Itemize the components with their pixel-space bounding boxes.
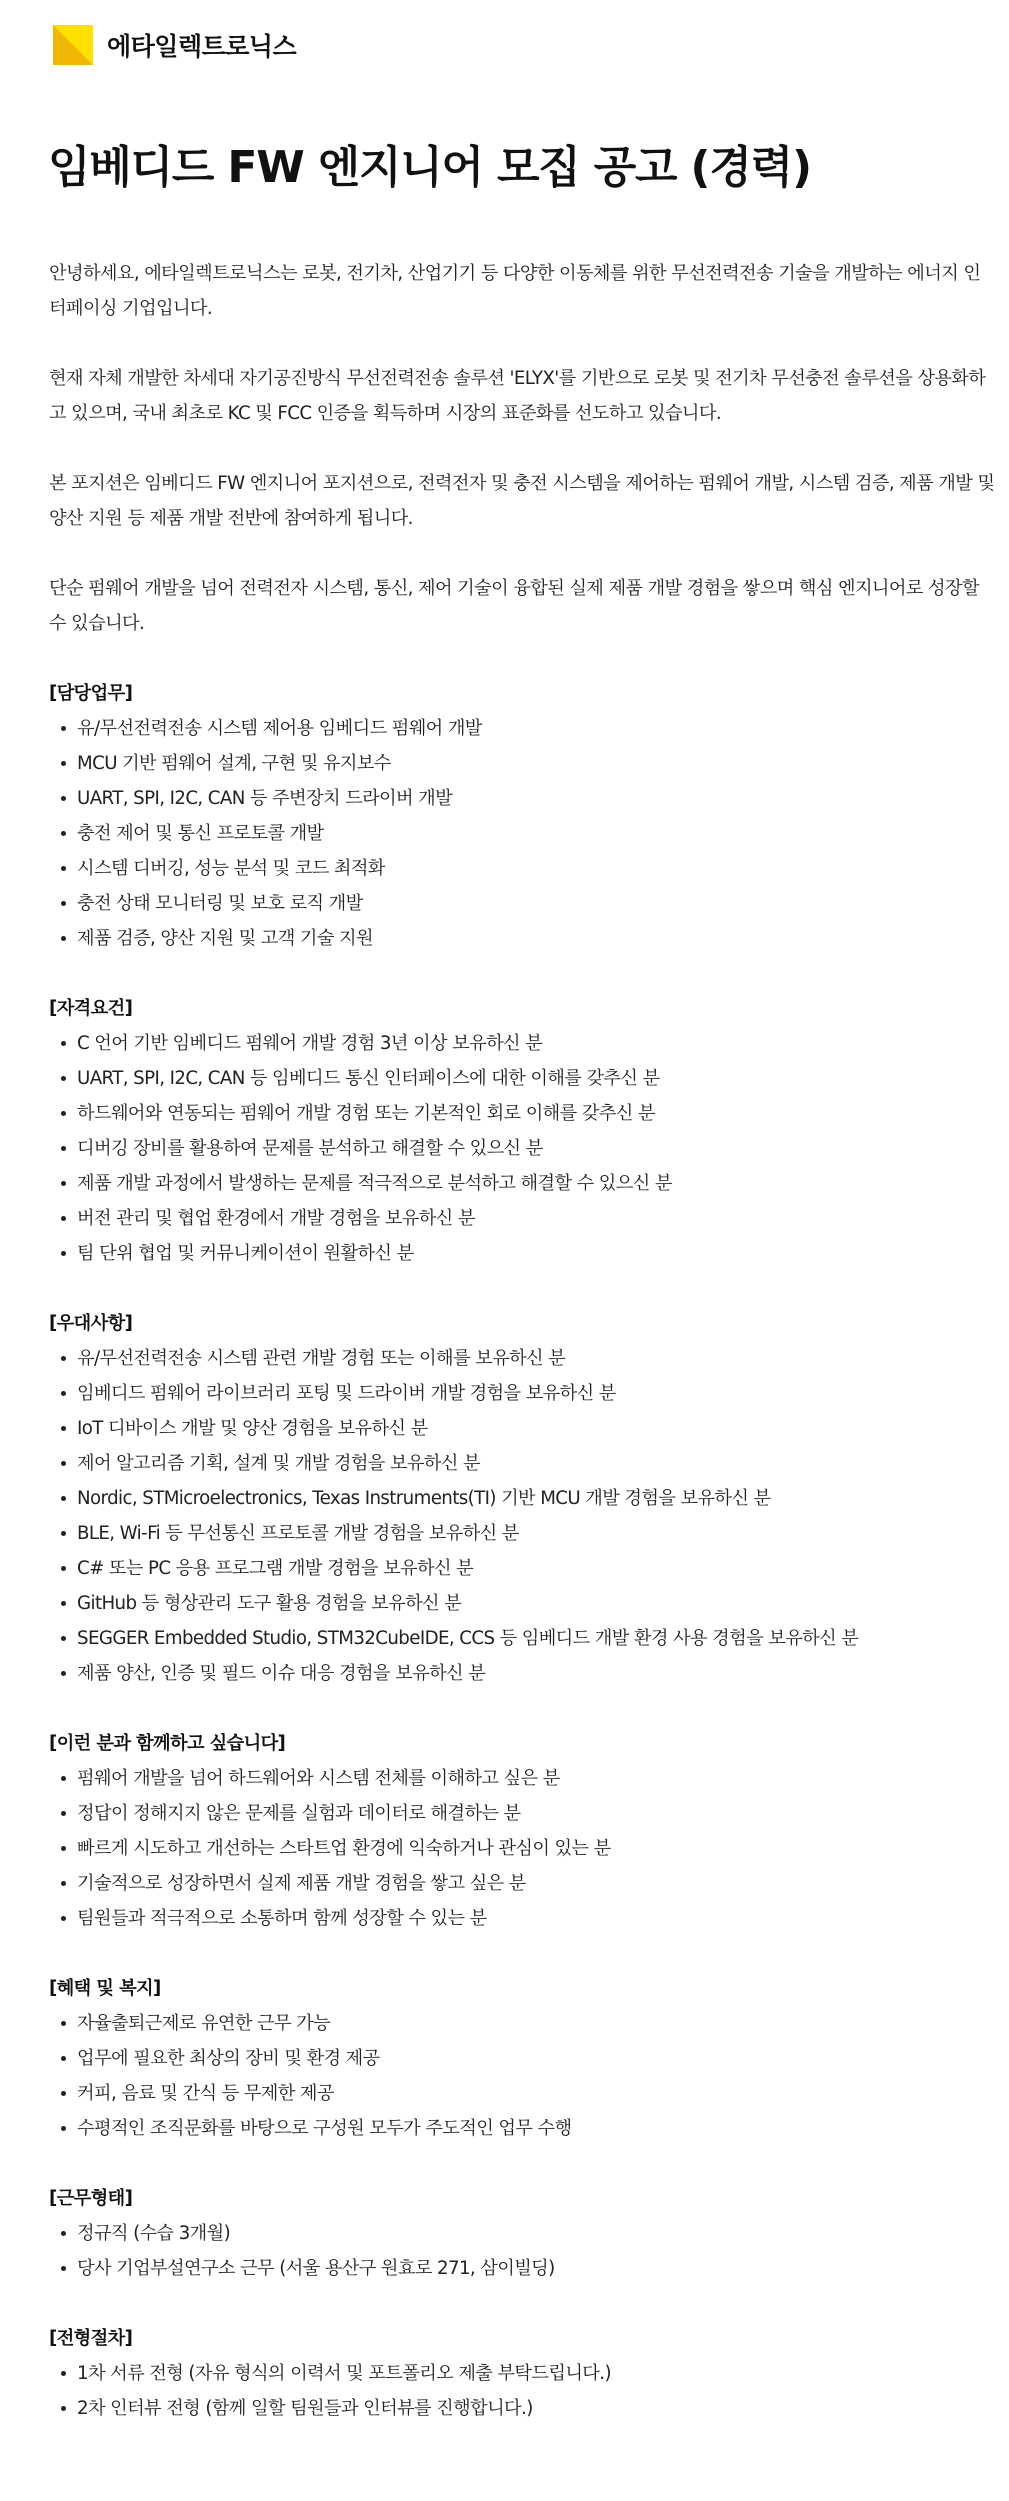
list-item [49,2216,995,2251]
list-item-text: IoT 디바이스 개발 및 양산 경험을 보유하신 분 [77,1418,428,1439]
list-item [49,1166,995,1201]
list-item-text: Nordic, STMicroelectronics, Texas Instruments(TI) 기반 MCU 개발 경험을 보유하신 분 [77,1488,771,1509]
list-item-text: 팀원들과 적극적으로 소통하며 함께 성장할 수 있는 분 [77,1908,487,1929]
list-item-text: UART, SPI, I2C, CAN 등 주변장치 드라이버 개발 [77,788,453,809]
list-item-text: 제품 검증, 양산 지원 및 고객 기술 지원 [77,928,373,949]
list-item-text: 제어 알고리즘 기획, 설계 및 개발 경험을 보유하신 분 [77,1453,480,1474]
list-item-text: BLE, Wi-Fi 등 무선통신 프로토콜 개발 경험을 보유하신 분 [77,1523,519,1544]
list-item-text: C 언어 기반 임베디드 펌웨어 개발 경험 3년 이상 보유하신 분 [77,1033,543,1054]
bullet-icon [61,1146,66,1151]
list-item-text: 1차 서류 전형 (자유 형식의 이력서 및 포트폴리오 제출 부탁드립니다.) [77,2363,611,2384]
list-item [49,1621,995,1656]
section-title: [혜택 및 복지] [49,1978,161,1999]
list-item [49,2251,995,2286]
list-item [49,711,995,746]
section-list [49,2216,995,2286]
bullet-icon [61,831,66,836]
list-item [49,1341,995,1376]
list-item [49,1061,995,1096]
list-item [49,1831,995,1866]
bullet-icon [61,2056,66,2061]
bullet-icon [61,901,66,906]
bullet-icon [61,1916,66,1921]
bullet-icon [61,2266,66,2271]
section-list [49,711,995,956]
list-item-text: 임베디드 펌웨어 라이브러리 포팅 및 드라이버 개발 경험을 보유하신 분 [77,1383,616,1404]
list-item [49,1376,995,1411]
bullet-icon [61,2371,66,2376]
bullet-icon [61,796,66,801]
list-item [49,2356,995,2391]
list-item-text: MCU 기반 펌웨어 설계, 구현 및 유지보수 [77,753,391,774]
intro-paragraph: 단순 펌웨어 개발을 넘어 전력전자 시스템, 통신, 제어 기술이 융합된 실제 제품 개발 경험을 쌓으며 핵심 엔지니어로 성장할 수 있습니다. [49,578,979,634]
bullet-icon [61,1076,66,1081]
intro-paragraph: 현재 자체 개발한 차세대 자기공진방식 무선전력전송 솔루션 'ELYX'를 기반으로 로봇 및 전기차 무선충전 솔루션을 상용화하고 있으며, 국내 최초로 KC 및 FCC 인증을 획득하며 시장의 표준화를 선도하고 있습니다. [49,368,986,424]
intro-paragraph: 본 포지션은 임베디드 FW 엔지니어 포지션으로, 전력전자 및 충전 시스템을 제어하는 펌웨어 개발, 시스템 검증, 제품 개발 및 양산 지원 등 제품 개발 전반에 참여하게 됩니다. [49,473,995,529]
list-item [49,851,995,886]
bullet-icon [61,1671,66,1676]
list-item-text: C# 또는 PC 응용 프로그램 개발 경험을 보유하신 분 [77,1558,474,1579]
list-item [49,1411,995,1446]
bullet-icon [61,1461,66,1466]
list-item-text: 디버깅 장비를 활용하여 문제를 분석하고 해결할 수 있으신 분 [77,1138,543,1159]
section-list [49,2006,995,2146]
posting-section [49,1971,995,2146]
list-item [49,921,995,956]
list-item [49,1551,995,1586]
list-item [49,746,995,781]
posting-section [49,2321,995,2426]
list-item [49,1096,995,1131]
list-item [49,886,995,921]
list-item-text: 제품 개발 과정에서 발생하는 문제를 적극적으로 분석하고 해결할 수 있으신 분 [77,1173,672,1194]
posting-section [49,2181,995,2286]
list-item [49,1201,995,1236]
page-header [53,24,296,66]
bullet-icon [61,1881,66,1886]
list-item-text: 제품 양산, 인증 및 필드 이슈 대응 경험을 보유하신 분 [77,1663,486,1684]
list-item-text: 자율출퇴근제로 유연한 근무 가능 [77,2013,331,2034]
list-item [49,1026,995,1061]
list-item-text: 충전 제어 및 통신 프로토콜 개발 [77,823,324,844]
bullet-icon [61,2406,66,2411]
bullet-icon [61,1216,66,1221]
list-item-text: 정답이 정해지지 않은 문제를 실험과 데이터로 해결하는 분 [77,1803,521,1824]
bullet-icon [61,936,66,941]
list-item-text: GitHub 등 형상관리 도구 활용 경험을 보유하신 분 [77,1593,462,1614]
posting-section [49,991,995,1271]
list-item-text: 업무에 필요한 최상의 장비 및 환경 제공 [77,2048,380,2069]
bullet-icon [61,1426,66,1431]
posting-section [49,676,995,956]
list-item [49,816,995,851]
bullet-icon [61,1566,66,1571]
bullet-icon [61,1041,66,1046]
section-title: [담당업무] [49,683,133,704]
job-posting-body [49,256,995,2426]
section-title: [자격요건] [49,998,133,1019]
list-item-text: 시스템 디버깅, 성능 분석 및 코드 최적화 [77,858,385,879]
list-item-text: 수평적인 조직문화를 바탕으로 구성원 모두가 주도적인 업무 수행 [77,2118,572,2139]
list-item-text: 정규직 (수습 3개월) [77,2223,231,2244]
list-item-text: 2차 인터뷰 전형 (함께 일할 팀원들과 인터뷰를 진행합니다.) [77,2398,533,2419]
list-item [49,2391,995,2426]
list-item [49,1796,995,1831]
posting-sections [49,676,995,2426]
list-item [49,1481,995,1516]
section-title: [전형절차] [49,2328,133,2349]
bullet-icon [61,2021,66,2026]
bullet-icon [61,1181,66,1186]
list-item-text: 유/무선전력전송 시스템 관련 개발 경험 또는 이해를 보유하신 분 [77,1348,566,1369]
company-logo-icon [53,25,93,65]
bullet-icon [61,2091,66,2096]
section-list [49,1341,995,1691]
list-item [49,2041,995,2076]
bullet-icon [61,761,66,766]
company-name: 에타일렉트로닉스 [107,32,297,61]
bullet-icon [61,2231,66,2236]
list-item-text: 유/무선전력전송 시스템 제어용 임베디드 펌웨어 개발 [77,718,482,739]
list-item [49,1131,995,1166]
bullet-icon [61,1496,66,1501]
section-title: [근무형태] [49,2188,133,2209]
list-item [49,1866,995,1901]
list-item [49,1236,995,1271]
list-item [49,2006,995,2041]
list-item [49,2076,995,2111]
list-item-text: UART, SPI, I2C, CAN 등 임베디드 통신 인터페이스에 대한 이해를 갖추신 분 [77,1068,660,1089]
posting-section [49,1726,995,1936]
list-item [49,1446,995,1481]
bullet-icon [61,2126,66,2131]
bullet-icon [61,1251,66,1256]
list-item-text: 커피, 음료 및 간식 등 무제한 제공 [77,2083,334,2104]
bullet-icon [61,726,66,731]
page-title: 임베디드 FW 엔지니어 모집 공고 (경력) [48,142,811,193]
list-item [49,1516,995,1551]
bullet-icon [61,1111,66,1116]
list-item-text: 하드웨어와 연동되는 펌웨어 개발 경험 또는 기본적인 회로 이해를 갖추신 분 [77,1103,655,1124]
list-item-text: 충전 상태 모니터링 및 보호 로직 개발 [77,893,363,914]
bullet-icon [61,1391,66,1396]
list-item-text: SEGGER Embedded Studio, STM32CubeIDE, CCS 등 임베디드 개발 환경 사용 경험을 보유하신 분 [77,1628,859,1649]
list-item [49,1901,995,1936]
posting-section [49,1306,995,1691]
section-title: [우대사항] [49,1313,133,1334]
section-list [49,1761,995,1936]
list-item-text: 당사 기업부설연구소 근무 (서울 용산구 원효로 271, 삼이빌딩) [77,2258,555,2279]
bullet-icon [61,1846,66,1851]
list-item [49,1586,995,1621]
intro-paragraph: 안녕하세요, 에타일렉트로닉스는 로봇, 전기차, 산업기기 등 다양한 이동체를 위한 무선전력전송 기술을 개발하는 에너지 인터페이싱 기업입니다. [49,263,981,319]
section-title: [이런 분과 함께하고 싶습니다] [49,1733,286,1754]
list-item-text: 기술적으로 성장하면서 실제 제품 개발 경험을 쌓고 싶은 분 [77,1873,526,1894]
bullet-icon [61,1356,66,1361]
list-item-text: 빠르게 시도하고 개선하는 스타트업 환경에 익숙하거나 관심이 있는 분 [77,1838,611,1859]
bullet-icon [61,1636,66,1641]
bullet-icon [61,1776,66,1781]
bullet-icon [61,1601,66,1606]
list-item-text: 팀 단위 협업 및 커뮤니케이션이 원활하신 분 [77,1243,414,1264]
list-item [49,1656,995,1691]
list-item [49,2111,995,2146]
list-item [49,1761,995,1796]
section-list [49,2356,995,2426]
bullet-icon [61,1811,66,1816]
bullet-icon [61,1531,66,1536]
section-list [49,1026,995,1271]
bullet-icon [61,866,66,871]
list-item-text: 버전 관리 및 협업 환경에서 개발 경험을 보유하신 분 [77,1208,475,1229]
list-item-text: 펌웨어 개발을 넘어 하드웨어와 시스템 전체를 이해하고 싶은 분 [77,1768,560,1789]
list-item [49,781,995,816]
